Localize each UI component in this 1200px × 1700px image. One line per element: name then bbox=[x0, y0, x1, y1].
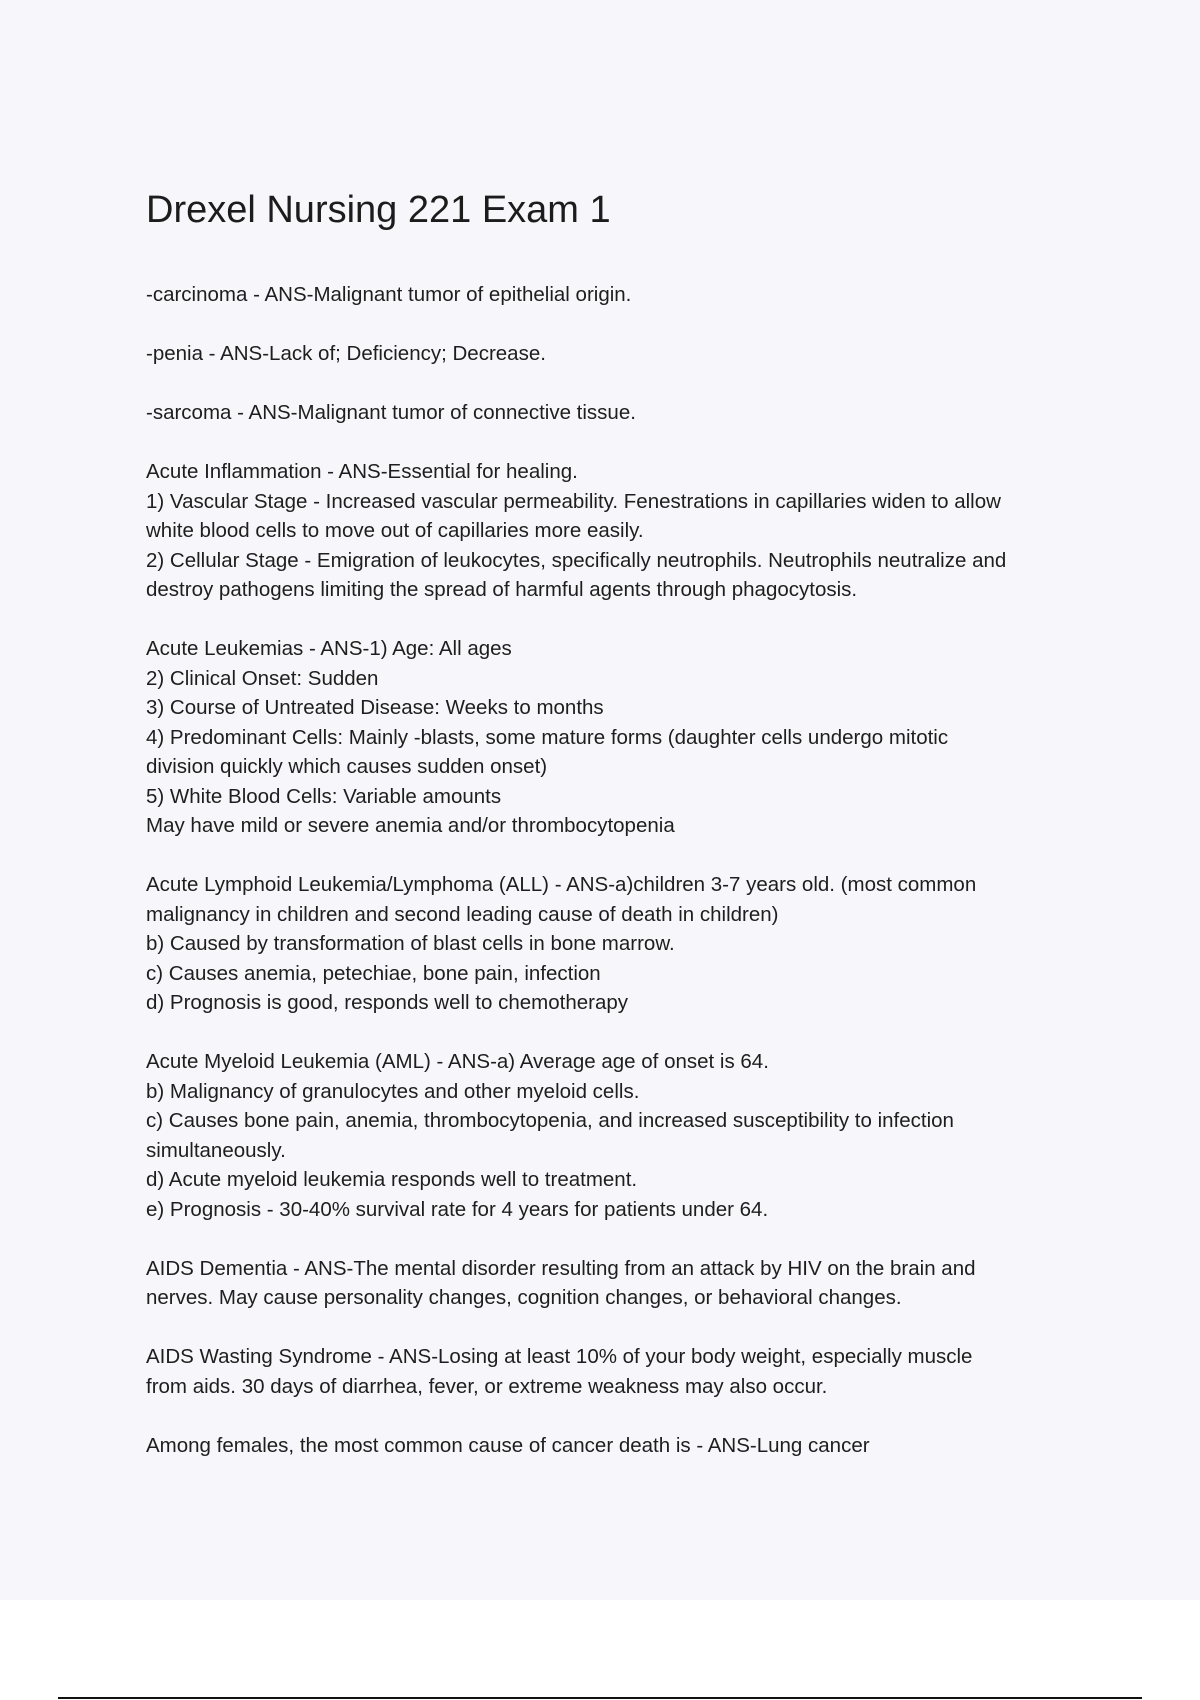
flashcard-entry bbox=[146, 1047, 1086, 1224]
entry-line: b) Malignancy of granulocytes and other myeloid cells. bbox=[146, 1079, 640, 1103]
entry-line: 3) Course of Untreated Disease: Weeks to months bbox=[146, 696, 604, 719]
flashcard-entry bbox=[146, 870, 1086, 1018]
entry-line: malignancy in children and second leading cause of death in children) bbox=[146, 902, 779, 926]
entry-line: Acute Inflammation - ANS-Essential for healing. bbox=[146, 460, 578, 483]
entry-line: 4) Predominant Cells: Mainly -blasts, some mature forms (daughter cells undergo mitotic bbox=[146, 725, 949, 749]
entry-line: white blood cells to move out of capillaries more easily. bbox=[146, 519, 644, 542]
entry-line: b) Caused by transformation of blast cells in bone marrow. bbox=[146, 932, 675, 955]
entry-line: 1) Vascular Stage - Increased vascular permeability. Fenestrations in capillaries widen to allow bbox=[146, 489, 1001, 513]
entry-line: d) Prognosis is good, responds well to chemotherapy bbox=[146, 991, 629, 1014]
entry-line: from aids. 30 days of diarrhea, fever, or extreme weakness may also occur. bbox=[146, 1374, 828, 1398]
entry-line: Acute Lymphoid Leukemia/Lymphoma (ALL) - ANS-a)children 3-7 years old. (most common bbox=[146, 873, 977, 896]
entry-line: simultaneously. bbox=[146, 1138, 286, 1162]
entry-line: e) Prognosis - 30-40% survival rate for 4 years for patients under 64. bbox=[146, 1197, 769, 1221]
flashcard-entry bbox=[146, 1342, 1086, 1401]
entry-line: 2) Clinical Onset: Sudden bbox=[146, 666, 379, 690]
flashcard-entry bbox=[146, 634, 1086, 841]
entry-line: Acute Myeloid Leukemia (AML) - ANS-a) Average age of onset is 64. bbox=[146, 1050, 769, 1073]
entry-line: AIDS Wasting Syndrome - ANS-Losing at least 10% of your body weight, especially muscle bbox=[146, 1345, 973, 1368]
entry-line: Acute Leukemias - ANS-1) Age: All ages bbox=[146, 637, 512, 660]
flashcard-entries bbox=[146, 280, 1086, 1490]
footer-divider bbox=[58, 1697, 1142, 1699]
entry-line: d) Acute myeloid leukemia responds well to treatment. bbox=[146, 1168, 638, 1191]
entry-line: 5) White Blood Cells: Variable amounts bbox=[146, 784, 502, 808]
entry-line: division quickly which causes sudden onset) bbox=[146, 755, 548, 778]
entry-line: c) Causes anemia, petechiae, bone pain, infection bbox=[146, 961, 601, 985]
entry-line: c) Causes bone pain, anemia, thrombocytopenia, and increased susceptibility to infection bbox=[146, 1109, 954, 1132]
flashcard-entry bbox=[146, 1254, 1086, 1313]
flashcard-entry bbox=[146, 398, 1086, 428]
flashcard-entry bbox=[146, 339, 1086, 369]
entry-line: May have mild or severe anemia and/or thrombocytopenia bbox=[146, 814, 675, 837]
entry-line: AIDS Dementia - ANS-The mental disorder resulting from an attack by HIV on the brain and bbox=[146, 1256, 976, 1280]
flashcard-entry bbox=[146, 1431, 1086, 1461]
entry-line: -penia - ANS-Lack of; Deficiency; Decrease. bbox=[146, 342, 546, 365]
flashcard-entry bbox=[146, 457, 1086, 605]
entry-line: -sarcoma - ANS-Malignant tumor of connective tissue. bbox=[146, 401, 636, 424]
entry-line: nerves. May cause personality changes, cognition changes, or behavioral changes. bbox=[146, 1286, 902, 1309]
entry-line: destroy pathogens limiting the spread of harmful agents through phagocytosis. bbox=[146, 578, 858, 601]
entry-line: -carcinoma - ANS-Malignant tumor of epithelial origin. bbox=[146, 283, 632, 306]
entry-line: 2) Cellular Stage - Emigration of leukocytes, specifically neutrophils. Neutrophils neutralize and bbox=[146, 548, 1007, 572]
entry-line: Among females, the most common cause of cancer death is - ANS-Lung cancer bbox=[146, 1433, 870, 1457]
document-title: Drexel Nursing 221 Exam 1 bbox=[146, 189, 611, 231]
flashcard-entry bbox=[146, 280, 1086, 310]
